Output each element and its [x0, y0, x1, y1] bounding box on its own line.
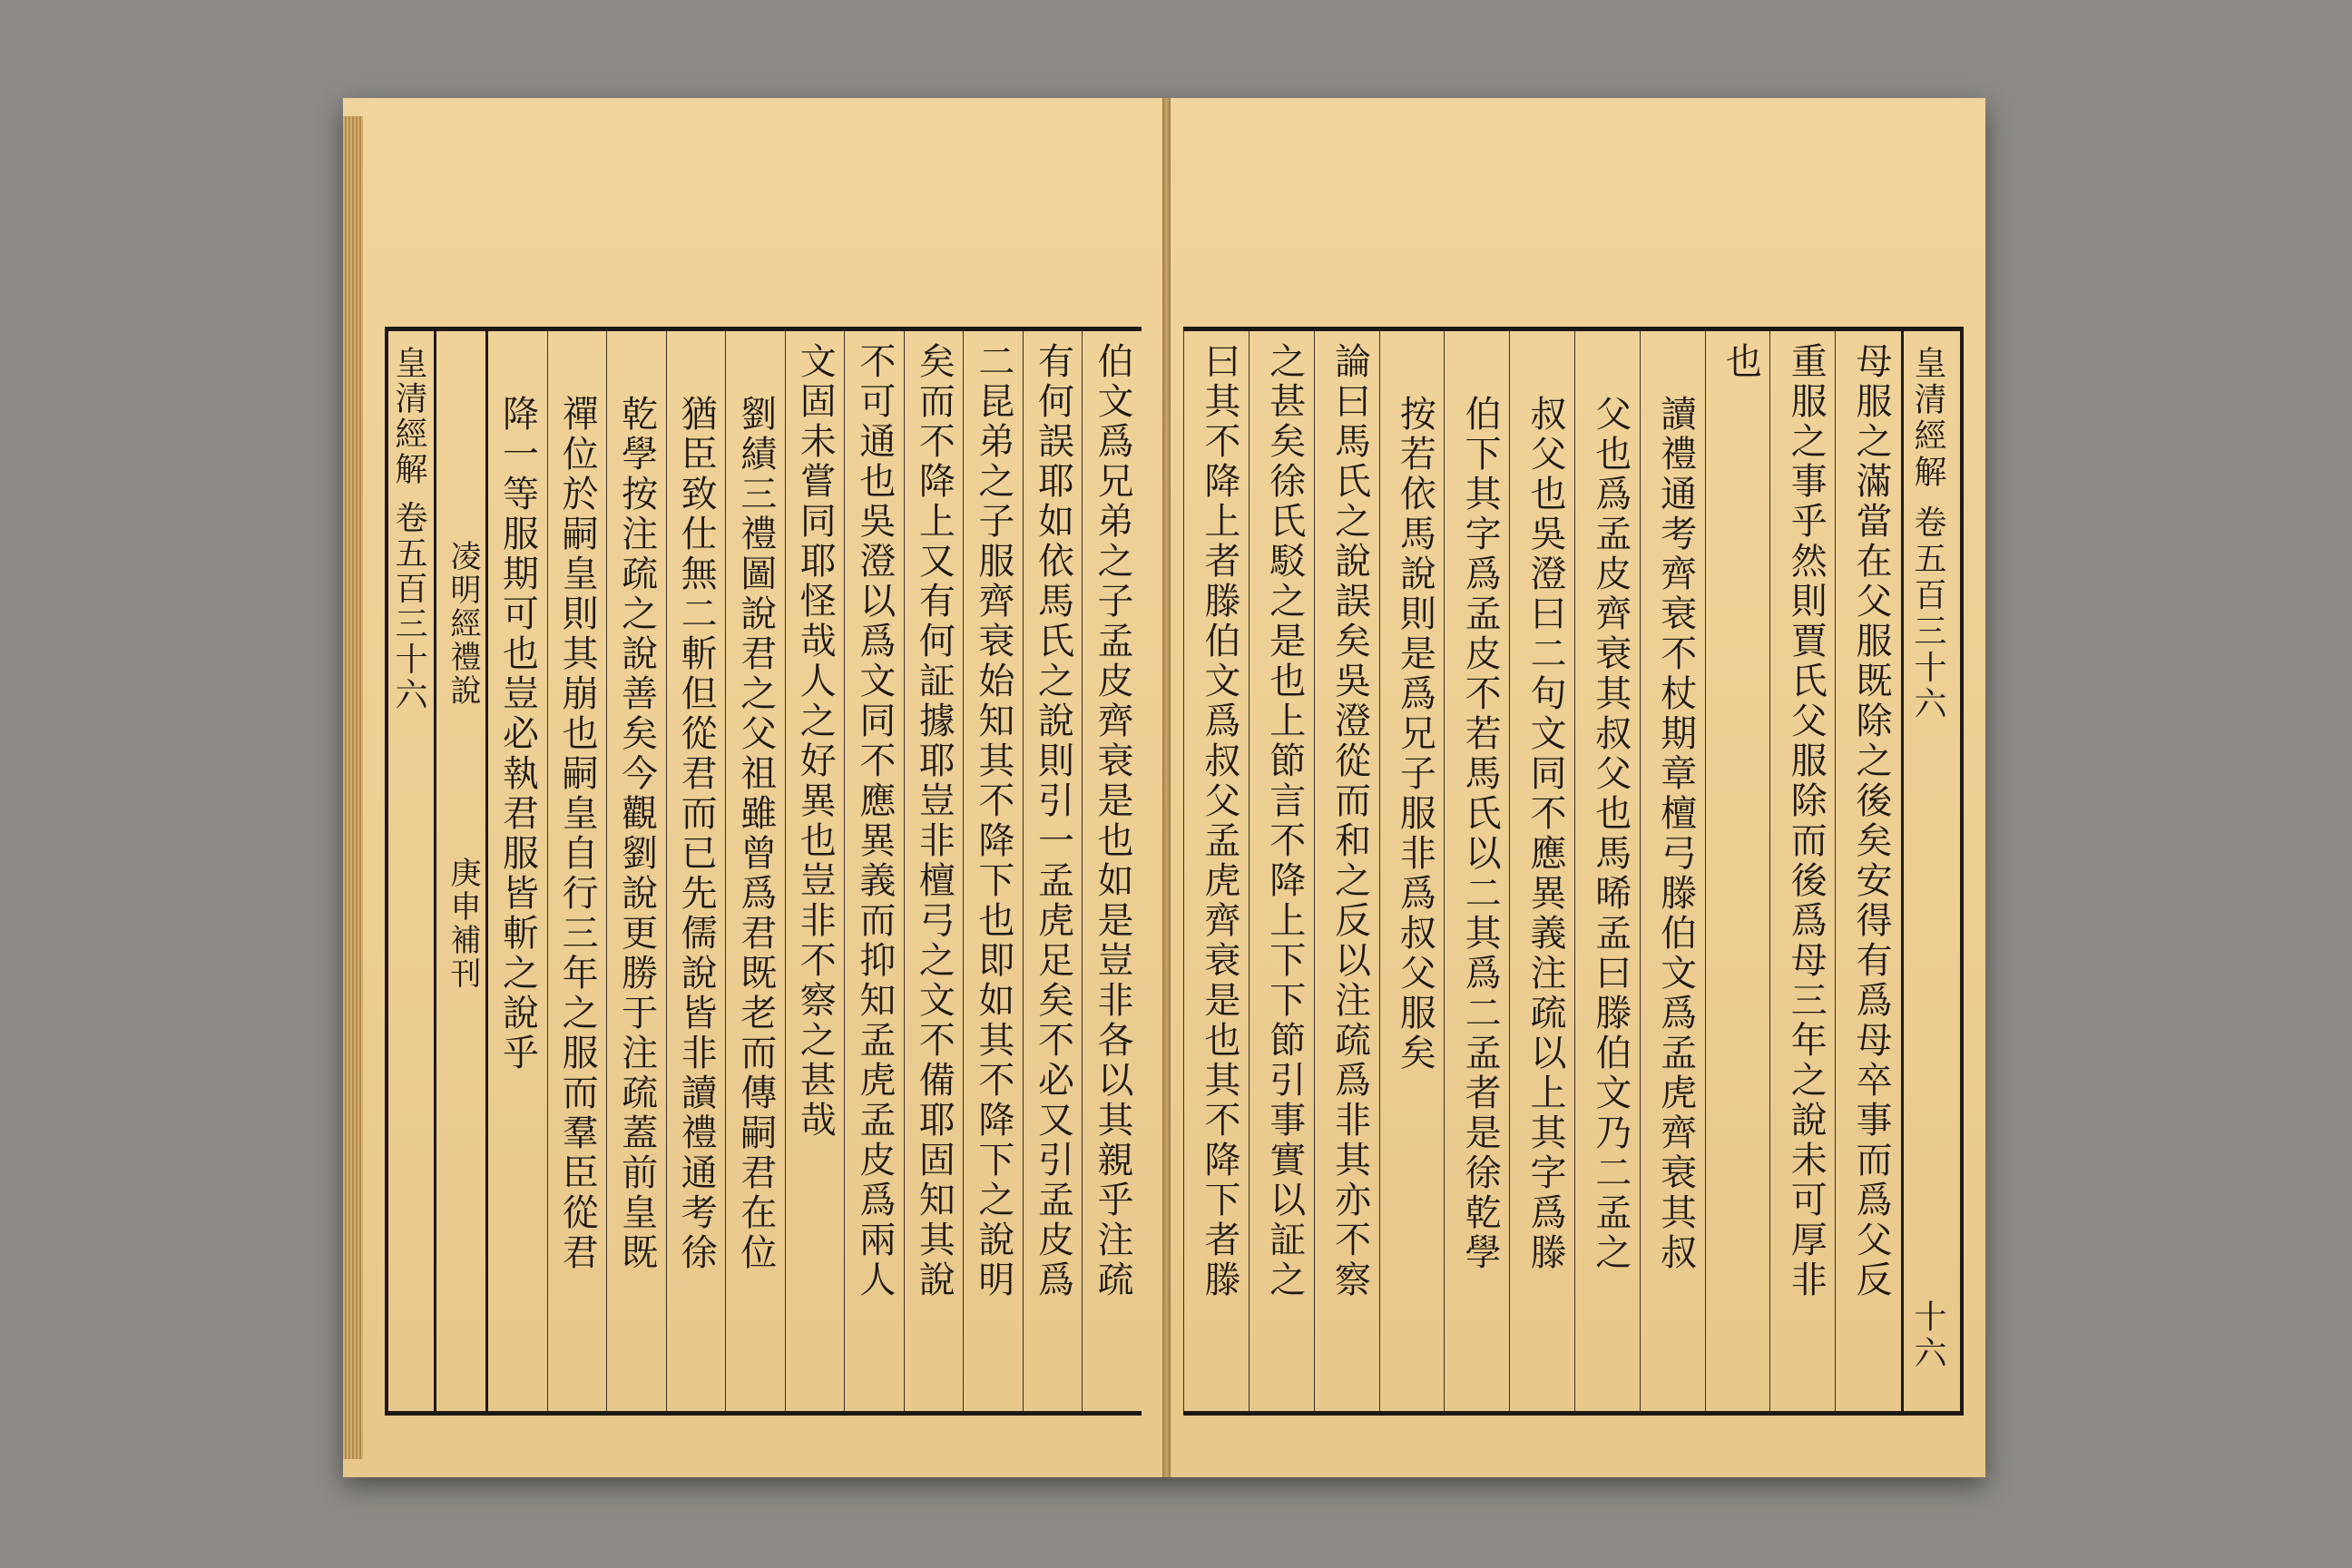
- text-column: 伯下其字爲孟皮不若馬氏以二其爲二孟者是徐乾學: [1444, 331, 1509, 1411]
- book-gutter: [1162, 98, 1171, 1477]
- right-columns: [1183, 331, 1900, 1411]
- left-margin-strip: [392, 331, 432, 1411]
- text-column: 有何誤耶如依馬氏之說則引一孟虎足矣不必又引孟皮爲: [1023, 331, 1083, 1411]
- text-column: 讀禮通考齊衰不杖期章檀弓滕伯文爲孟虎齊衰其叔: [1640, 331, 1705, 1411]
- text-column: 劉績三禮圖說君之父祖雖曾爲君既老而傳嗣君在位: [725, 331, 785, 1411]
- left-margin-note: 庚申補刊: [445, 856, 481, 991]
- left-columns: [488, 331, 1142, 1411]
- fold-number: 十六: [1909, 1298, 1946, 1372]
- text-column: 降一等服期可也豈必執君服皆斬之說乎: [496, 395, 539, 1073]
- text-column: 論曰馬氏之說誤矣吳澄從而和之反以注疏爲非其亦不察: [1314, 331, 1379, 1411]
- text-column: 曰其不降上者滕伯文爲叔父孟虎齊衰是也其不降下者滕: [1183, 331, 1249, 1411]
- left-margin-volume: 卷五百三十六: [390, 500, 427, 713]
- text-column: 矣而不降上又有何証據耶豈非檀弓之文不備耶固知其說: [904, 331, 964, 1411]
- text-column: 文固未嘗同耶怪哉人之好異也豈非不察之甚哉: [785, 331, 845, 1411]
- text-column: 叔父也吳澄曰二句文同不應異義注疏以上其字爲滕: [1509, 331, 1574, 1411]
- open-book: [343, 98, 1985, 1477]
- right-margin-volume: 卷五百三十六: [1909, 505, 1946, 723]
- left-margin-book: 凌明經禮說: [445, 540, 481, 708]
- right-margin-strip: [1901, 331, 1951, 1411]
- left-margin-title: 皇清經解: [390, 346, 427, 487]
- text-column: 也: [1705, 331, 1770, 1411]
- text-column: 伯文爲兄弟之子孟皮齊衰是也如是豈非各以其親乎注疏: [1082, 331, 1142, 1411]
- text-column: 乾學按注疏之說善矣今觀劉說更勝于注疏蓋前皇既: [606, 331, 666, 1411]
- left-text-frame: [385, 327, 1142, 1416]
- left-page: [343, 98, 1162, 1477]
- text-column: 按若依馬說則是爲兄子服非爲叔父服矣: [1379, 331, 1445, 1411]
- text-column: 父也爲孟皮齊衰其叔父也馬晞孟曰滕伯文乃二孟之: [1574, 331, 1640, 1411]
- right-margin-title: 皇清經解: [1909, 346, 1946, 491]
- text-column: 二昆弟之子服齊衰始知其不降下也即如其不降下之說明: [963, 331, 1023, 1411]
- text-column: 不可通也吳澄以爲文同不應異義而抑知孟虎孟皮爲兩人: [844, 331, 904, 1411]
- text-column: 重服之事乎然則賈氏父服除而後爲母三年之說未可厚非: [1769, 331, 1835, 1411]
- left-book-strip: [434, 331, 488, 1411]
- text-column: 之甚矣徐氏駁之是也上節言不降上下下節引事實以証之: [1249, 331, 1314, 1411]
- right-text-frame: [1183, 327, 1964, 1416]
- text-column: 母服之滿當在父服既除之後矣安得有爲母卒事而爲父反: [1835, 331, 1900, 1411]
- page-edges: [343, 116, 363, 1459]
- right-page: [1171, 98, 1985, 1477]
- text-column: 猶臣致仕無二斬但從君而已先儒說皆非讀禮通考徐: [666, 331, 726, 1411]
- text-column: 禪位於嗣皇則其崩也嗣皇自行三年之服而羣臣從君: [547, 331, 607, 1411]
